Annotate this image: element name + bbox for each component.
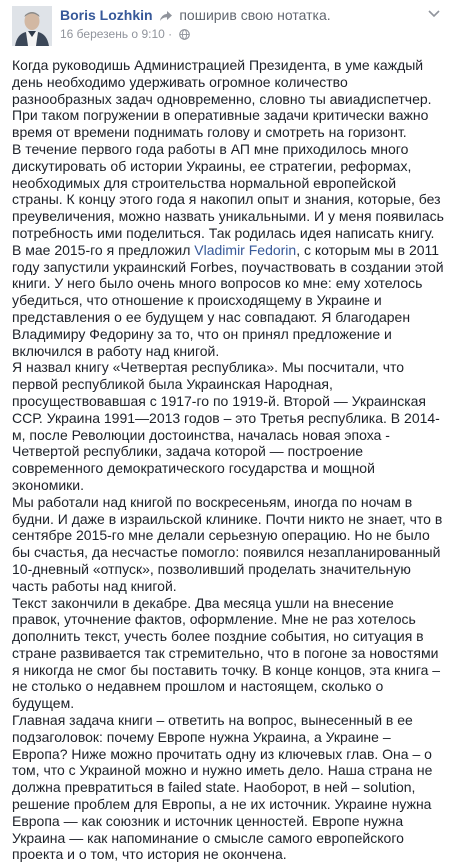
paragraph-text: , с которым мы в 2011 году запустили украинский Forbes, поучаствовать в создании этой книги. У него было очень много вопросов ко мне: ему хотелось убедиться, что отношение к происходящему в Украине и представления о ее будущем у нас совпадают. Я благодарен Владимиру Федорину за то, что он принял предложение и включился в работу над книгой. (12, 241, 444, 359)
paragraph-text: В мае 2015-го я предложил (12, 241, 195, 258)
globe-icon[interactable] (179, 29, 190, 44)
post-header (0, 0, 456, 46)
avatar-image (12, 6, 52, 46)
author-name-link[interactable]: Boris Lozhkin (60, 7, 153, 23)
share-arrow-icon (160, 8, 172, 26)
mention-link[interactable]: Vladimir Fedorin (194, 241, 297, 258)
post-meta (60, 27, 190, 44)
post-timestamp-link[interactable]: 16 березень о 9:10 · (60, 27, 173, 41)
post-paragraph: Когда руководишь Администрацией Президента, в уме каждый день необходимо удерживать огромное количество разнообразных задач одновременно, словно ты авиадиспетчер. При таком погружении в оперативные задачи критически важно время от времени поднимать голову и смотреть на горизонт. (12, 57, 432, 141)
post-paragraph: Я назвал книгу «Четвертая республика». Мы посчитали, что первой республикой была Украинская Народная, просуществовавшая с 1917-го по 1919-й. Второй — Украинская ССР. Украина 1991—2013 годов – это Третья республика. В 2014-м, после Революции достоинства, началась новая эпоха - Четвертой республики, задача которой — построение современного демократического государства и мощной экономики. (12, 359, 440, 493)
share-action-text: поширив свою нотатка. (179, 7, 331, 23)
post-paragraph: Главная задача книги – ответить на вопрос, вынесенный в ее подзаголовок: почему Европе нужна Украина, а Украине – Европа? Ниже можно прочитать одну из ключевых глав. Она – о том, что с Украиной можно и нужно иметь дело. Наша страна не должна превратиться в failed state. Наоборот, в ней – solution, решение проблем для Европы, а не их источник. Украине нужна Европа — как союзник и источник ценностей. Европе нужна Украина — как напоминание о смысле самого европейского проекта и о том, что история не окончена. (12, 712, 433, 863)
post-paragraph: В течение первого года работы в АП мне приходилось много дискутировать об истории Украины, ее стратегии, реформах, необходимых для строительства нормальной европейской страны. К концу этого года я накопил опыт и знания, которые, без преувеличения, можно назвать уникальными. И у меня появилась потребность ими поделиться. Так родилась идея написать книгу. (12, 140, 444, 241)
chevron-down-icon[interactable] (428, 10, 440, 18)
author-line (60, 6, 331, 26)
post-paragraph: Мы работали над книгой по воскресеньям, иногда по ночам в будни. И даже в израильской клинике. Почти никто не знает, что в сентябре 2015-го мне делали серьезную операцию. Но не было бы счастья, да несчастье помогло: появился незапланированный 10-дневный «отпуск», позволивший проделать значительную часть работы над книгой. (12, 493, 443, 594)
post-paragraph: Текст закончили в декабре. Два месяца ушли на внесение правок, уточнение фактов, оформление. Мне не раз хотелось дополнить текст, учесть более поздние события, но ситуация в стране развивается так стремительно, что в погоне за новостями я никогда не смог бы поставить точку. В конце концов, эта книга – не столько о недавнем прошлом и настоящем, сколько о будущем. (12, 594, 441, 712)
avatar[interactable] (12, 6, 52, 46)
post-paragraph (12, 242, 444, 360)
post-body (12, 57, 444, 863)
